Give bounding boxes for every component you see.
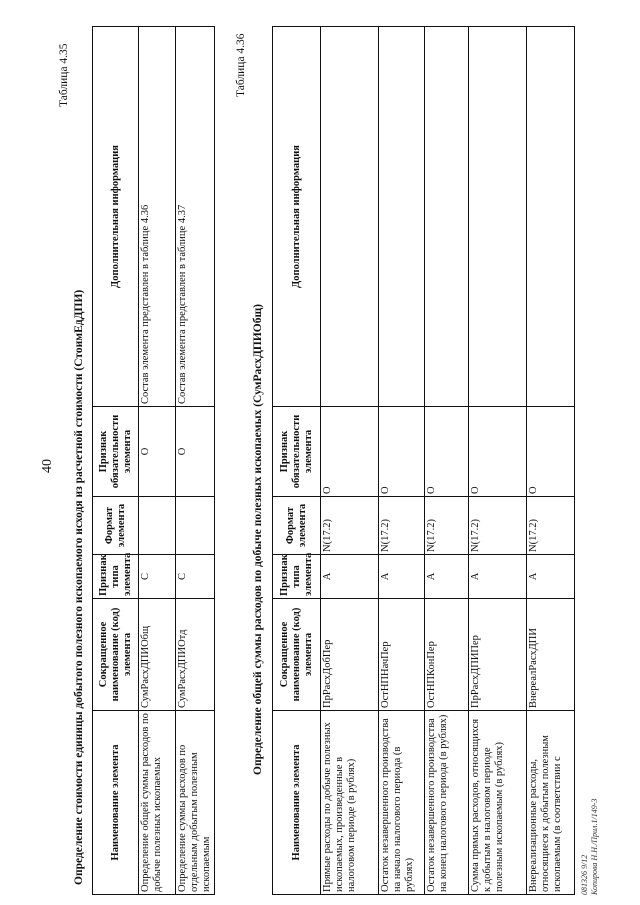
table2-cell: А [527, 555, 575, 599]
table2-cell: Сумма прямых расходов, относящихся к добытым в налоговом периоде полезным ископаемым (в рублях) [469, 711, 527, 895]
table2-cell: Прямые расходы по добыче полезных ископаемых, произведенные в налоговом периоде (в рублях) [321, 711, 379, 895]
table2-cell: N(17.2) [321, 497, 379, 555]
table2-header-cell: Наименование элемента [273, 711, 321, 895]
table1-header-cell: Формат элемента [93, 497, 139, 555]
table1-cell: Состав элемента представлен в таблице 4.37 [176, 27, 215, 407]
table2-cell: Внереализационные расходы, относящиеся к добытым полезным ископаемым (в соответствии с [527, 711, 575, 895]
table2-cell: ОстНПКонПер [425, 599, 469, 711]
table2-cell: О [469, 407, 527, 497]
table2-cell [425, 27, 469, 407]
table-row [527, 27, 575, 895]
table2-cell [379, 27, 425, 407]
table1-header-cell: Дополнительная информация [93, 27, 139, 407]
table2-header-cell: Признак типа элемента [273, 555, 321, 599]
table2-header-cell: Формат элемента [273, 497, 321, 555]
table2-cell: ПрРасхДПИПер [469, 599, 527, 711]
footer-line: Копирова Н.Н./Прил.1/149-3 [590, 798, 599, 895]
table2-header-cell: Признак обязательности элемента [273, 407, 321, 497]
table2-cell: N(17.2) [469, 497, 527, 555]
table2-cell: О [425, 407, 469, 497]
table2-cell [469, 27, 527, 407]
table2-cell: N(17.2) [527, 497, 575, 555]
table1-header-cell: Признак типа элемента [93, 555, 139, 599]
table2-cell: А [321, 555, 379, 599]
table2-cell [527, 27, 575, 407]
table2-cell: О [527, 407, 575, 497]
table2-cell: А [425, 555, 469, 599]
table2-cell: ВнереалРасхДПИ [527, 599, 575, 711]
table2-cell: Остаток незавершенного производства на конец налогового периода (в рублях) [425, 711, 469, 895]
table2-cell: О [321, 407, 379, 497]
table-row [379, 27, 425, 895]
table1-cell: Определение общей суммы расходов по добыче полезных ископаемых [139, 711, 176, 895]
page-number: 40 [40, 459, 55, 473]
table1-cell [139, 497, 176, 555]
table1-cell: СумРасхДПИОтд [176, 599, 215, 711]
table2-cell: N(17.2) [425, 497, 469, 555]
table1-cell: С [139, 555, 176, 599]
table1-cell [176, 497, 215, 555]
table2-cell: А [469, 555, 527, 599]
table1-cell: Определение суммы расходов по отдельным добытым полезным ископаемым [176, 711, 215, 895]
table-row [425, 27, 469, 895]
table2-cell: N(17.2) [379, 497, 425, 555]
table2-cell: ОстНПНачПер [379, 599, 425, 711]
table2-cell [321, 27, 379, 407]
table1-header-cell: Сокращенное наименование (код) элемента [93, 599, 139, 711]
table-heading-2: Определение общей суммы расходов по добыче полезных ископаемых (СумРасхДПИОбщ) [252, 303, 264, 775]
table2-cell: ПрРасхДобПер [321, 599, 379, 711]
table-heading-1: Определение стоимости единицы добытого полезного ископаемого исходя из расчетной стоимости (СтоимЕдДПИ) [73, 289, 85, 885]
table-4-36 [272, 26, 575, 895]
table-row [139, 27, 176, 895]
table2-header-cell: Дополнительная информация [273, 27, 321, 407]
table2-cell: О [379, 407, 425, 497]
table-caption-2: Таблица 4.36 [235, 33, 247, 97]
table-caption-1: Таблица 4.35 [58, 43, 70, 107]
table2-cell: Остаток незавершенного производства на начало налогового периода (в рублях) [379, 711, 425, 895]
table1-cell: СумРасхДПИОбщ [139, 599, 176, 711]
table1-cell: Состав элемента представлен в таблице 4.36 [139, 27, 176, 407]
table-row [469, 27, 527, 895]
footer-line: 081326 9/12 [580, 854, 589, 895]
table-row [321, 27, 379, 895]
table-4-35 [92, 26, 215, 895]
table1-cell: С [176, 555, 215, 599]
table2-cell: А [379, 555, 425, 599]
footer-note [580, 799, 600, 895]
table1-cell: О [139, 407, 176, 497]
table1-header-cell: Наименование элемента [93, 711, 139, 895]
table2-header-cell: Сокращенное наименование (код) элемента [273, 599, 321, 711]
table-row [176, 27, 215, 895]
table1-cell: О [176, 407, 215, 497]
table1-header-cell: Признак обязательности элемента [93, 407, 139, 497]
